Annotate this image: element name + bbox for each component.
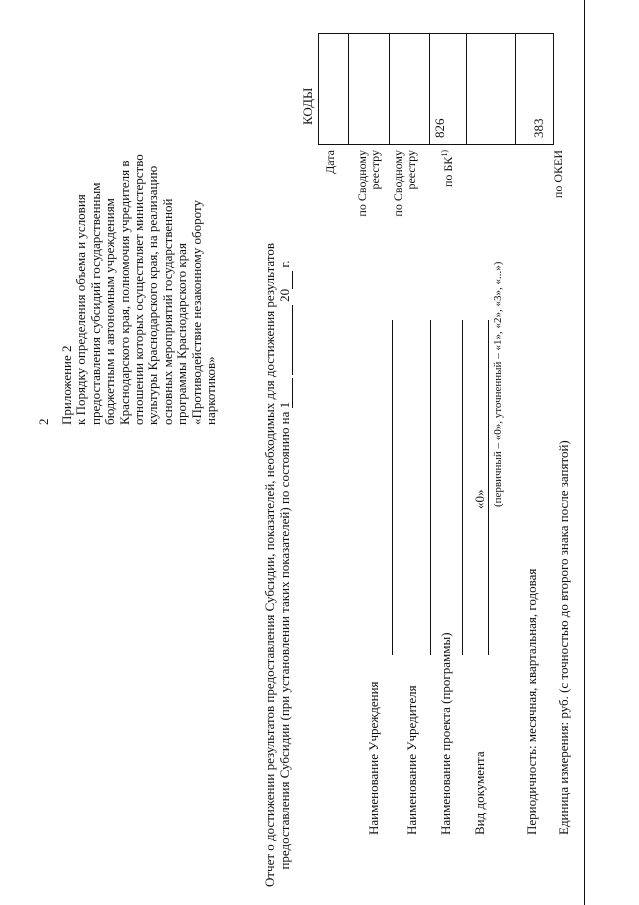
okei-code-label: по ОКЕИ	[551, 150, 565, 199]
doc-type-hint: (первичный – «0», уточненный – «1», «2», «3», «...»)	[492, 261, 504, 507]
doc-type-value: «0»	[472, 489, 487, 509]
founder-label: Наименование Учредителя	[404, 685, 419, 835]
appendix-line: бюджетным и автономным учреждениям	[102, 198, 118, 425]
bk-code-label: по БК$^{1)}$	[440, 150, 455, 187]
project-fill-line[interactable]	[462, 320, 463, 655]
registry-code-label-1: по Сводному реестру	[355, 150, 382, 217]
appendix-line: Краснодарского края, полномочия учредителя в	[116, 160, 132, 425]
doc-type-fill-line[interactable]	[488, 320, 489, 655]
report-title	[262, 235, 293, 895]
page-number: 2	[36, 418, 51, 425]
date-month-field[interactable]	[277, 305, 293, 375]
codes-row-divider	[429, 34, 430, 144]
okei-code-value[interactable]: 383	[531, 118, 546, 138]
codes-table	[318, 33, 554, 145]
date-year-field[interactable]	[277, 271, 293, 289]
appendix-line: предоставления субсидий государственным	[87, 182, 103, 425]
registry-code-label-2: по Сводному реестру	[391, 150, 418, 217]
appendix-line: Приложение 2	[59, 345, 74, 425]
appendix-line: к Порядку определения объема и условия	[73, 194, 89, 425]
date-year-prefix: 20	[277, 288, 292, 302]
founder-fill-line[interactable]	[430, 320, 431, 655]
date-code-label: Дата	[323, 150, 337, 174]
appendix-block	[60, 25, 218, 425]
codes-row-divider	[466, 34, 467, 144]
appendix-line: «Противодействие незаконному обороту	[188, 200, 204, 425]
report-title-line-1: Отчет о достижении результатов предоставления Субсидии, показателей, необходимых для достижения результатов	[262, 243, 277, 888]
appendix-line: отношении которых осуществляет министерство	[131, 154, 147, 425]
codes-row-divider	[389, 34, 390, 144]
institution-label: Наименование Учреждения	[366, 681, 381, 835]
date-year-suffix: г.	[277, 260, 292, 268]
appendix-line: основных мероприятий государственной	[159, 198, 175, 425]
codes-header: КОДЫ	[300, 87, 315, 125]
report-title-line-2	[277, 235, 293, 895]
codes-row-divider	[348, 34, 349, 144]
bk-code-value[interactable]: 826	[432, 118, 447, 138]
date-day-field[interactable]: 1	[277, 378, 293, 408]
unit-label: Единица измерения: руб. (с точностью до второго знака после запятой)	[556, 440, 571, 835]
codes-row-divider	[515, 34, 516, 144]
institution-fill-line[interactable]	[392, 320, 393, 655]
appendix-line: программы Краснодарского края	[174, 243, 190, 425]
project-label: Наименование проекта (программы)	[438, 632, 453, 835]
periodicity-label: Периодичность: месячная, квартальная, годовая	[524, 568, 539, 835]
report-title-prefix: предоставления Субсидии (при установлении таких показателей) по состоянию на	[277, 411, 292, 870]
appendix-line: наркотиков»	[203, 356, 219, 425]
doc-type-label: Вид документа	[472, 751, 487, 835]
appendix-line: культуры Краснодарского края, на реализацию	[145, 165, 161, 425]
bottom-rule	[584, 0, 585, 905]
